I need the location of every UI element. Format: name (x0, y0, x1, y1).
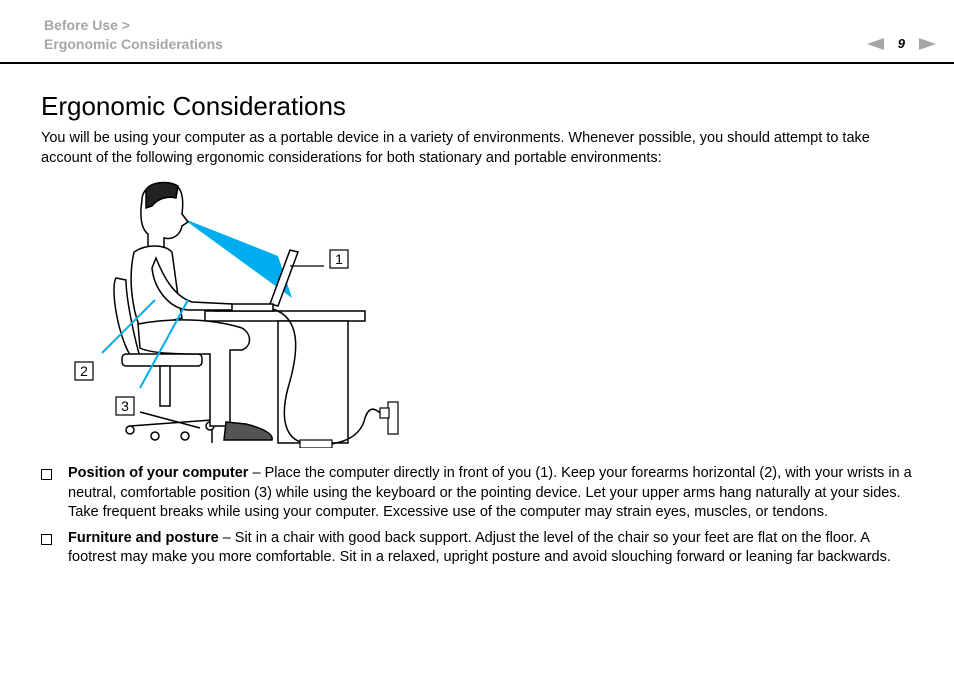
page-title: Ergonomic Considerations (41, 91, 346, 121)
power-adapter (300, 440, 332, 448)
arrow-right-icon[interactable] (919, 38, 936, 50)
item-term: Position of your computer (68, 465, 249, 481)
item-term: Furniture and posture (68, 529, 219, 546)
header-divider (0, 62, 954, 64)
callout-1-label: 1 (335, 251, 343, 267)
callout-2-label: 2 (80, 363, 88, 379)
sightline-cone (182, 218, 292, 298)
item-text: – Place the computer directly in front of you (1). Keep your forearms horizontal (2), with your wrists in a neutral, comfortable position (3) while using the keyboard or the pointing device. Let your upper arms hang naturally at your sides. Take frequent breaks while using your computer. Excessive use of the computer may strain eyes, muscles, or tendons. (68, 465, 912, 520)
callout-3-label: 3 (121, 398, 129, 414)
breadcrumb-current: Ergonomic Considerations (44, 36, 223, 52)
page-navigation (867, 36, 936, 52)
page-number: 9 (897, 36, 905, 51)
arrow-left-icon[interactable] (867, 38, 884, 50)
considerations-list (41, 464, 921, 574)
item-text: – Sit in a chair with good back support. Adjust the level of the chair so your feet are flat on the floor. A footrest may make you more comfortable. Sit in a relaxed, upright posture and avoid slouching forward or leaning far backwards. (68, 529, 891, 565)
list-item (41, 529, 921, 568)
breadcrumb-parent[interactable]: Before Use > (44, 17, 130, 33)
wall-outlet (380, 402, 398, 434)
ergonomic-illustration (60, 178, 400, 448)
intro-paragraph: You will be using your computer as a portable device in a variety of environments. Whenever possible, you should attempt to take account of the following ergonomic considerations for both stationary and portable environments: (41, 130, 870, 166)
checkbox-bullet-icon (41, 469, 52, 480)
list-item (41, 464, 921, 523)
checkbox-bullet-icon (41, 534, 52, 545)
